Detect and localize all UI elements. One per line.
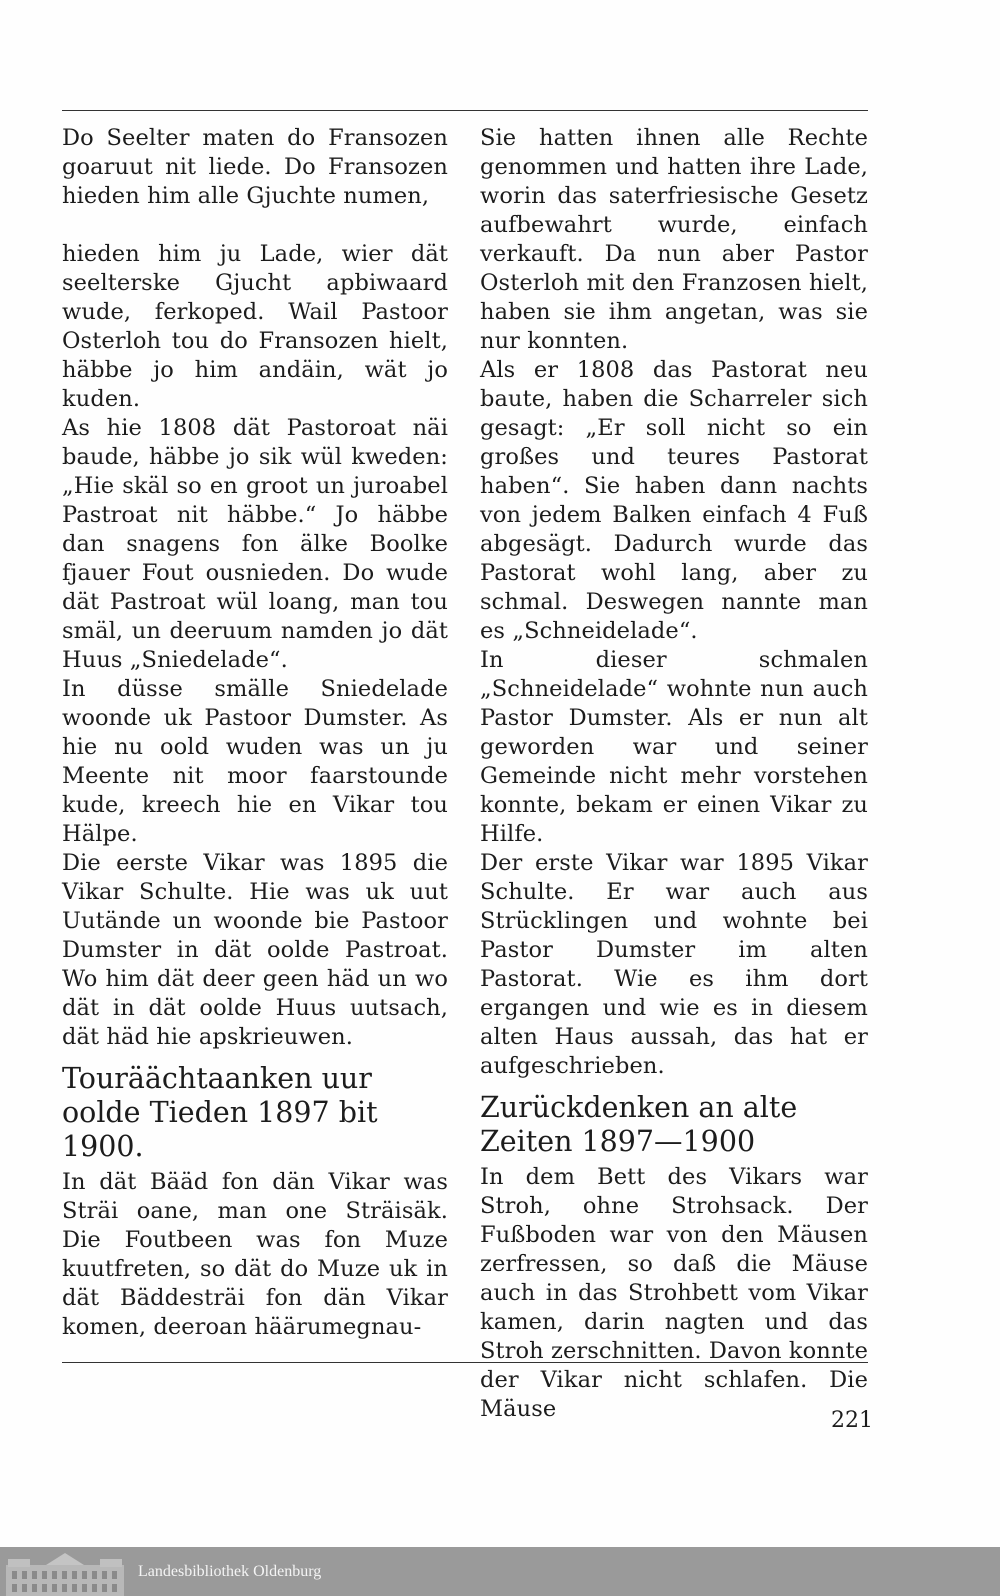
right-column-german: [480, 124, 868, 1424]
paragraph: In dät Bääd fon dän Vikar was Sträi oane, man one Sträisäk. Die Foutbeen was fon Muze kuutfreten, so dät do Muze uk in dät Bäddesträi fon dän Vikar komen, deeroan häärumegnau-: [62, 1169, 448, 1340]
library-name: Landesbibliothek Oldenburg: [138, 1562, 322, 1580]
paragraph: Do Seelter maten do Fransozen goaruut nit liede. Do Fransozen hieden him alle Gjuchte numen,: [62, 125, 448, 209]
paragraph: In dem Bett des Vikars war Stroh, ohne Strohsack. Der Fußboden war von den Mäusen zerfressen, so daß die Mäuse auch in das Strohbett vom Vikar kamen, darin nagten und das Stroh zerschnitten. Davon konnte der Vikar nicht schlafen. Die Mäuse: [480, 1164, 868, 1422]
paragraph: hieden him ju Lade, wier dät seelterske Gjucht apbiwaard wude, ferkoped. Wail Pastoor Osterloh tou do Fransozen hielt, häbbe jo him andäin, wät jo kuden.: [62, 241, 448, 412]
page-number: 221: [831, 1408, 873, 1433]
footer-bar: [0, 1547, 1000, 1596]
paragraph: Als er 1808 das Pastorat neu baute, haben die Scharreler sich gesagt: „Er soll nicht so ein großes und teures Pastorat haben“. Sie haben dann nachts von jedem Balken einfach 4 Fuß abgesägt. Dadurch wurde das Pastorat wohl lang, aber zu schmal. Deswegen nannte man es „Schneidelade“.: [480, 357, 868, 644]
top-rule: [62, 110, 868, 111]
paragraph: Der erste Vikar war 1895 Vikar Schulte. Er war auch aus Strücklingen und wohnte bei Pastor Dumster im alten Pastorat. Wie es ihm dort ergangen und wie es in diesem alten Haus aussah, das hat er aufgeschrieben.: [480, 850, 868, 1079]
library-building-icon: [6, 1547, 124, 1596]
paragraph: Sie hatten ihnen alle Rechte genommen und hatten ihre Lade, worin das saterfriesische Gesetz aufbewahrt wurde, einfach verkauft. Da nun aber Pastor Osterloh mit den Franzosen hielt, haben sie ihm angetan, was sie nur konnten.: [480, 125, 868, 354]
paragraph: In düsse smälle Sniedelade woonde uk Pastoor Dumster. As hie nu oold wuden was un ju Meente nit moor faarstounde kude, kreech hie en Vikar tou Hälpe.: [62, 676, 448, 847]
section-heading: Zurückdenken an alte Zeiten 1897—1900: [480, 1091, 798, 1158]
paragraph: In dieser schmalen „Schneidelade“ wohnte nun auch Pastor Dumster. Als er nun alt geworden war und seiner Gemeinde nicht mehr vorstehen konnte, bekam er einen Vikar zu Hilfe.: [480, 647, 868, 847]
section-heading: Touräächtaanken uur oolde Tieden 1897 bit 1900.: [62, 1062, 378, 1163]
paragraph: Die eerste Vikar was 1895 die Vikar Schulte. Hie was uk uut Uutände un woonde bie Pastoor Dumster in dät oolde Pastroat. Wo him dät deer geen häd un wo dät in dät oolde Huus uutsach, dät häd hie apskrieuwen.: [62, 850, 448, 1050]
paragraph: As hie 1808 dät Pastoroat näi baude, häbbe jo sik wül kweden: „Hie skäl so en groot un juroabel Pastroat nit häbbe.“ Jo häbbe dan snagens fon älke Boolke fjauer Fout ousnieden. Do wude dät Pastroat wül loang, man tou smäl, un deeruum namden jo dät Huus „Sniedelade“.: [62, 415, 448, 673]
left-column-saterfriesisch: [62, 124, 448, 1342]
bottom-rule: [62, 1362, 868, 1363]
